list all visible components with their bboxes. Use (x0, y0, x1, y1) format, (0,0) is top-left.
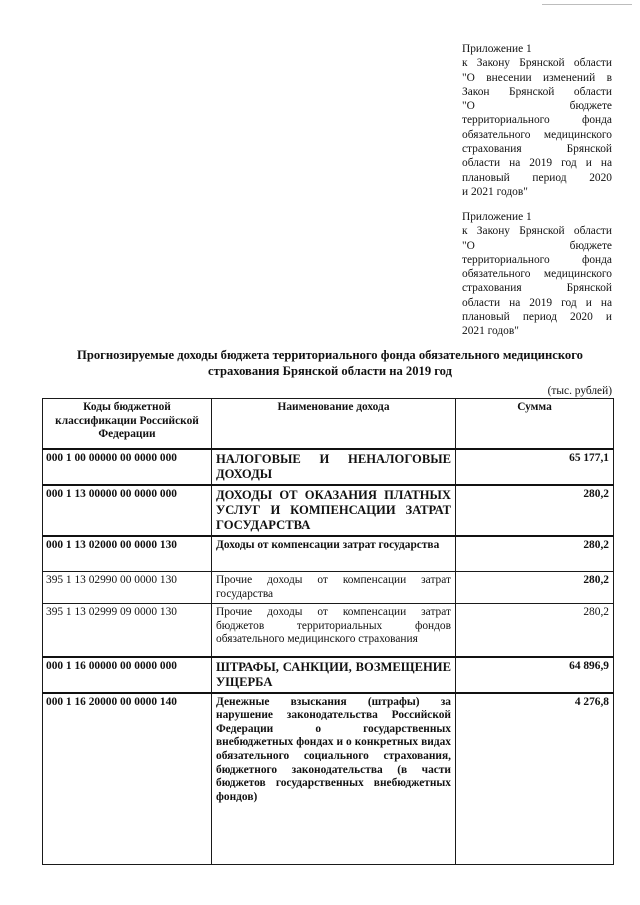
table-row (43, 693, 614, 865)
appendix-line: страхования Брянской (462, 282, 612, 295)
row-name: ДОХОДЫ ОТ ОКАЗАНИЯ ПЛАТНЫХ УСЛУГ И КОМПЕНСАЦИИ ЗАТРАТ ГОСУДАРСТВА (212, 485, 456, 536)
document-title-line: Прогнозируемые доходы бюджета территориального фонда обязательного медицинского (77, 348, 583, 362)
row-name: Денежные взыскания (штрафы) за нарушение законодательства Российской Федерации о государственных внебюджетных фондах и о конкретных видах обязательного социального страхования, бюджетного законодательства (в части бюджетов государственных внебюджетных фондов) (212, 693, 456, 865)
appendix-line: к Закону Брянской области (462, 225, 612, 238)
row-name: Прочие доходы от компенсации затрат бюджетов территориальных фондов обязательного медицинского страхования (212, 604, 456, 657)
appendix-line: обязательного медицинского (462, 268, 612, 281)
row-code: 000 1 16 20000 00 0000 140 (43, 693, 212, 865)
income-table (42, 398, 614, 865)
appendix-line: "О бюджете (462, 100, 612, 113)
header-code: Коды бюджетной классификации Российской Федерации (43, 399, 212, 449)
appendix-line: плановый период 2020 (462, 171, 612, 184)
row-code: 395 1 13 02999 09 0000 130 (43, 604, 212, 657)
appendix-line: Приложение 1 (462, 43, 532, 55)
table-row (43, 485, 614, 536)
unit-note: (тыс. рублей) (547, 385, 612, 397)
row-code: 000 1 13 00000 00 0000 000 (43, 485, 212, 536)
appendix-line: к Закону Брянской области (462, 57, 612, 70)
row-name: Доходы от компенсации затрат государства (212, 536, 456, 572)
row-name: ШТРАФЫ, САНКЦИИ, ВОЗМЕЩЕНИЕ УЩЕРБА (212, 657, 456, 693)
document-title (50, 348, 610, 379)
row-sum: 280,2 (456, 604, 614, 657)
table-row (43, 449, 614, 485)
row-sum: 280,2 (456, 572, 614, 604)
appendix-line: области на 2019 год и на (462, 296, 612, 309)
table-row (43, 604, 614, 657)
appendix-note-amendment (462, 42, 612, 199)
appendix-line: территориального фонда (462, 253, 612, 266)
row-code: 000 1 16 00000 00 0000 000 (43, 657, 212, 693)
row-code: 000 1 00 00000 00 0000 000 (43, 449, 212, 485)
appendix-line: Приложение 1 (462, 211, 532, 223)
header-sum: Сумма (456, 399, 614, 449)
appendix-line: области на 2019 год и на (462, 157, 612, 170)
row-sum: 4 276,8 (456, 693, 614, 865)
appendix-line: страхования Брянской (462, 143, 612, 156)
table-header-row (43, 399, 614, 449)
table-row (43, 536, 614, 572)
appendix-line: 2021 годов" (462, 325, 519, 338)
document-title-line: страхования Брянской области на 2019 год (208, 363, 452, 378)
header-name: Наименование дохода (212, 399, 456, 449)
appendix-line: плановый период 2020 и (462, 311, 612, 324)
appendix-line: территориального фонда (462, 114, 612, 127)
scan-edge-line (542, 4, 632, 5)
table-row (43, 657, 614, 693)
appendix-line: обязательного медицинского (462, 128, 612, 141)
row-sum: 280,2 (456, 536, 614, 572)
appendix-line: Закон Брянской области (462, 85, 612, 98)
appendix-line: "О внесении изменений в (462, 71, 612, 84)
row-code: 395 1 13 02990 00 0000 130 (43, 572, 212, 604)
row-code: 000 1 13 02000 00 0000 130 (43, 536, 212, 572)
row-sum: 65 177,1 (456, 449, 614, 485)
row-sum: 280,2 (456, 485, 614, 536)
appendix-note-original (462, 210, 612, 339)
appendix-line: и 2021 годов" (462, 185, 528, 198)
table-row (43, 572, 614, 604)
row-sum: 64 896,9 (456, 657, 614, 693)
row-name: Прочие доходы от компенсации затрат государства (212, 572, 456, 604)
row-name: НАЛОГОВЫЕ И НЕНАЛОГОВЫЕ ДОХОДЫ (212, 449, 456, 485)
appendix-line: "О бюджете (462, 239, 612, 252)
